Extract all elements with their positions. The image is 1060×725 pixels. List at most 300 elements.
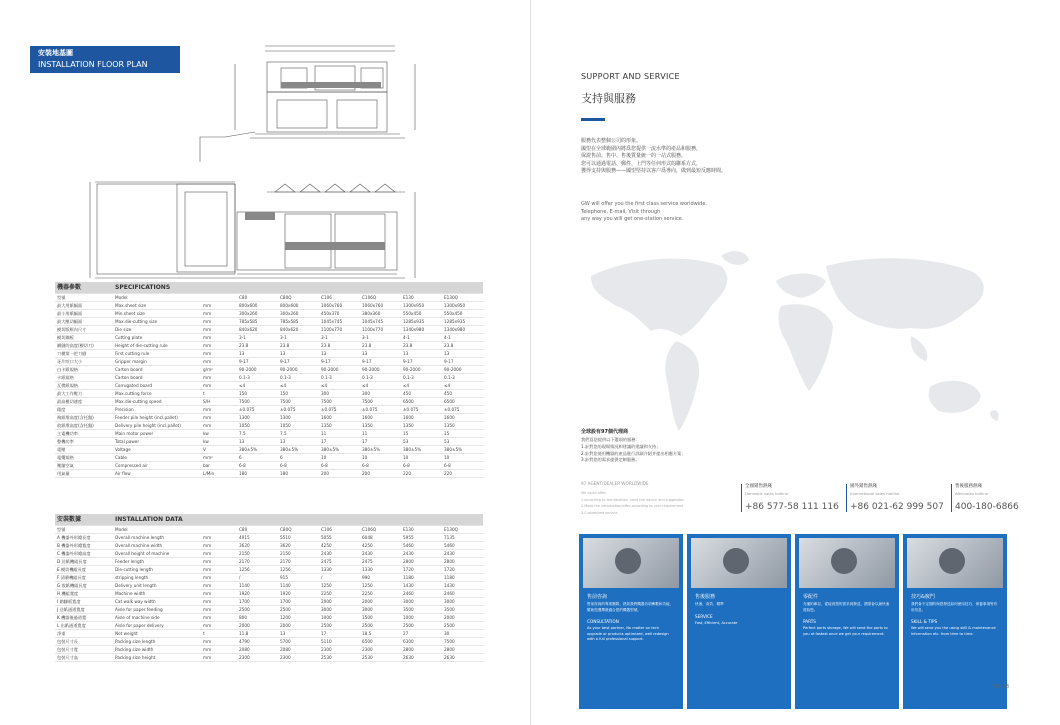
row-label-en: Cat walk way width [113,597,201,605]
row-value: 2080 [237,645,278,653]
row-label-en: Height of die-cutting rule [113,341,201,349]
support-paragraph-cn [581,138,841,176]
row-label-en: Packing size length [113,637,201,645]
row-value: 6-8 [401,461,442,469]
row-value: 2530 [360,653,401,661]
service-photo [691,538,787,588]
row-value: 1350 [319,421,360,429]
service-text-en: Fast, Efficient, Accurate [695,620,738,625]
row-label-cn: 電纜規格 [55,453,113,461]
row-label-cn: 電壓 [55,445,113,453]
service-card-parts [795,534,899,709]
service-title-en: SKILL & TIPS [911,619,938,625]
row-value: ±0.075 [360,405,401,413]
row-value: 2500 [319,621,360,629]
row-label-en: Min.sheet size [113,309,201,317]
service-title-cn: 技巧&竅門 [911,594,935,600]
row-unit: mm [201,541,237,549]
right-page [530,0,1060,725]
row-unit: kw [201,429,237,437]
row-unit: mm [201,413,237,421]
row-value: 2430 [442,549,483,557]
row-unit: mm [201,621,237,629]
spec-row [55,469,483,477]
row-value: 13 [360,349,401,357]
support-title-cn: 支持與服務 [581,92,636,105]
row-value: 90-2000 [360,365,401,373]
dealer-line-en: 2.Make the introduction/offer according to your requirement [581,504,684,508]
row-value: 3000 [401,597,442,605]
row-value: E130 [401,525,442,533]
row-value: / [319,573,360,581]
row-value: 11 [360,429,401,437]
row-value: E130 [401,293,442,301]
row-value: 11.8 [237,629,278,637]
row-value: 550x450 [401,309,442,317]
row-value: 2500 [278,605,319,613]
hotline-number[interactable]: +86 021-62 999 507 [850,502,944,512]
row-value: 1250 [319,581,360,589]
row-label-en: Overall machine length [113,533,201,541]
row-value: 13 [442,349,483,357]
row-value: 1720 [442,565,483,573]
row-label-en: Model [113,525,201,533]
row-value: 9-17 [401,357,442,365]
spec-row [55,445,483,453]
row-value: 90-2000 [319,365,360,373]
row-value: 13 [278,629,319,637]
row-value: 7500 [442,637,483,645]
row-value: 3-1 [237,333,278,341]
row-value: 13 [237,437,278,445]
service-title-cn: 售後服務 [695,594,716,600]
dealer-lines-en [581,490,721,516]
row-label-en: Aisle of machine side [113,613,201,621]
dealer-line: 2.針對您使用機器的產品進行詳細介紹并提出相應方案； [581,450,686,456]
row-unit [201,293,237,301]
install-row [55,533,483,541]
row-value: 13 [237,349,278,357]
row-label-cn: 用氣量 [55,469,113,477]
row-value: 3-1 [360,333,401,341]
row-label-cn: J 送紙通道寬度 [55,605,113,613]
row-value: 1300 [278,413,319,421]
row-unit [201,525,237,533]
row-value: 2430 [401,549,442,557]
row-value: 785x585 [278,317,319,325]
row-value: 450 [401,389,442,397]
row-value: 1430 [442,581,483,589]
row-value: 1700 [278,597,319,605]
row-value: 17 [319,629,360,637]
row-label-en: Main motor power [113,429,201,437]
spec-row [55,429,483,437]
row-value: 1285x935 [401,317,442,325]
row-value: 1045x745 [360,317,401,325]
row-label-en: Die size [113,325,201,333]
row-value: 380±5% [401,445,442,453]
row-value: 150 [278,389,319,397]
row-value: 4-1 [442,333,483,341]
row-value: 13 [278,349,319,357]
row-value: 220 [401,469,442,477]
support-paragraph-en [581,201,801,224]
row-unit: mm [201,549,237,557]
row-value: 300x260 [278,309,319,317]
row-value: 2800 [401,645,442,653]
row-value: 90-2000 [278,365,319,373]
row-value: 1100x770 [360,325,401,333]
row-unit: mm [201,317,237,325]
install-row [55,645,483,653]
row-value: 3620 [278,541,319,549]
row-value: 2430 [360,549,401,557]
specifications-table [55,282,483,478]
row-value: 1050 [278,421,319,429]
hotline-domestic [741,484,841,512]
support-title-en: SUPPORT AND SERVICE [581,72,680,81]
row-label-cn: 型號 [55,525,113,533]
hotline-aftersales [951,484,1051,512]
row-value: / [237,573,278,581]
row-value: 1180 [401,573,442,581]
row-value: ±0.075 [278,405,319,413]
row-value: 9-17 [237,357,278,365]
service-text-cn: 快速、高效、精準 [695,602,724,606]
row-value: 11 [319,429,360,437]
row-value: 6500 [360,637,401,645]
row-value: 5110 [319,637,360,645]
row-value: 3-1 [278,333,319,341]
dealer-lines-cn [581,437,741,464]
row-value: 220 [442,469,483,477]
row-label-cn: 鋼縫的高度(模切刀) [55,341,113,349]
row-unit: mm [201,421,237,429]
row-label-en: Delivery pile height (incl.pallet) [113,421,201,429]
row-value: 13 [319,349,360,357]
row-label-cn: 最小用紙幅面 [55,309,113,317]
row-unit: mm [201,605,237,613]
install-row [55,629,483,637]
row-label-cn: B 機器外形總寬度 [55,541,113,549]
row-value: 2500 [442,621,483,629]
row-value: ±0.075 [237,405,278,413]
row-label-en: Model [113,293,201,301]
row-value: 180 [278,469,319,477]
hotline-label-en: Aftersales hotline [955,491,989,496]
floor-plan-drawing [85,42,495,287]
floor-plan-title-en: INSTALLATION FLOOR PLAN [38,60,148,69]
row-value: 2170 [237,557,278,565]
service-title-cn: 零配件 [803,594,819,600]
row-value: 2460 [401,589,442,597]
row-value: 300x260 [237,309,278,317]
row-label-cn: 精度 [55,405,113,413]
service-text-en: We will send you the using skill & maintenance information etc. from time to time. [911,626,996,636]
service-title-en: CONSULTATION [587,619,619,625]
install-row [55,525,483,533]
row-value: 2000 [360,597,401,605]
row-value: 2300 [319,645,360,653]
row-value: 2500 [360,621,401,629]
row-value: 0.1-3 [360,373,401,381]
row-value: C106 [319,525,360,533]
row-label-cn: 包裝尺寸寬 [55,645,113,653]
row-value: 3000 [319,605,360,613]
row-unit: mm [201,325,237,333]
row-unit: L/Min [201,469,237,477]
row-value: ±0.075 [442,405,483,413]
row-value: 200 [360,469,401,477]
install-row [55,597,483,605]
row-label-cn: L 出紙通道寬度 [55,621,113,629]
row-value: 9-17 [360,357,401,365]
install-row [55,541,483,549]
row-value: C80Q [278,293,319,301]
row-label-en: Feeder length [113,557,201,565]
row-value: 2150 [278,549,319,557]
spec-row [55,381,483,389]
row-value: 15 [401,429,442,437]
row-value: 3000 [360,605,401,613]
row-value: 5510 [278,533,319,541]
service-text-cn: 充備的庫存，從接到您的需求到發送，國望會以最快速度給您。 [803,602,890,612]
cn-line: 國望在全球範圍內將爲您提供一流水準的產品和服務， [581,145,702,152]
row-value: 1350 [442,421,483,429]
service-title-en: SERVICE [695,613,713,619]
row-value: 18.5 [360,629,401,637]
row-value: 1340x980 [401,325,442,333]
row-value: 2430 [319,549,360,557]
row-value: ±0.075 [401,405,442,413]
spec-row [55,405,483,413]
spec-row [55,349,483,357]
row-value: 1250 [360,581,401,589]
row-value: 7500 [278,397,319,405]
row-value: 3500 [442,605,483,613]
row-value: 380±5% [278,445,319,453]
row-value: 990 [360,573,401,581]
row-label-cn: 白卡紙規格 [55,365,113,373]
row-value: 2475 [319,557,360,565]
hotline-number[interactable]: +86 577-58 111 116 [745,502,839,512]
row-value: 2000 [237,621,278,629]
row-value: 1045x745 [319,317,360,325]
hotline-label-en: Domestic sales hotline [745,491,789,496]
row-value: 2000 [319,597,360,605]
row-value: 13 [278,437,319,445]
row-value: 1920 [278,589,319,597]
install-row [55,573,483,581]
row-value: 1000 [401,613,442,621]
row-label-cn: E 模切機組長度 [55,565,113,573]
row-label-en: Aisle for paper delivery [113,621,201,629]
en-line: Telephone, E-mail, Visit through [581,208,661,215]
row-value: 15 [442,429,483,437]
spec-row [55,341,483,349]
accent-bar [581,118,605,121]
row-value: 5955 [401,533,442,541]
row-unit: mm [201,333,237,341]
row-label-cn: 最大用紙幅面 [55,301,113,309]
row-label-cn: H 機組寬度 [55,589,113,597]
row-value: 6 [278,453,319,461]
row-unit: mm [201,373,237,381]
row-label-en: Feeder pile height (incl.pallet) [113,413,201,421]
row-value: 800 [237,613,278,621]
row-value: ≤4 [442,381,483,389]
spec-row [55,317,483,325]
spec-row [55,373,483,381]
row-value: 0.1-3 [319,373,360,381]
install-row [55,549,483,557]
row-value: 1100x770 [319,325,360,333]
row-value: 6-8 [278,461,319,469]
row-value: 3620 [237,541,278,549]
row-value: 90-2000 [442,365,483,373]
hotline-label-cn: 國外銷售熱綫 [850,484,877,489]
service-card-service [687,534,791,709]
spec-row [55,397,483,405]
world-map [571,236,1031,461]
cn-line: 獲得支持與服務——國望堅持以客户爲導向，做到最短反應時間。 [581,168,727,175]
row-value: 2170 [278,557,319,565]
row-label-cn: 淨重 [55,629,113,637]
row-value: 6-8 [360,461,401,469]
row-unit: mm [201,381,237,389]
row-value: 1285x935 [442,317,483,325]
row-value: 2530 [319,653,360,661]
row-value: 3000 [442,597,483,605]
spec-row [55,389,483,397]
hotline-international [846,484,946,512]
row-value: 1256 [278,565,319,573]
row-label-cn: 飛紙堆高度(含托盤) [55,413,113,421]
service-title-en: PARTS [803,619,816,625]
row-value: E130Q [442,293,483,301]
install-row [55,613,483,621]
row-value: ≤4 [278,381,319,389]
row-value: 2500 [401,621,442,629]
row-value: 1060x760 [319,301,360,309]
spec-row [55,293,483,301]
row-value: 5055 [319,533,360,541]
row-value: 6048 [360,533,401,541]
dealer-line: 我們爲您提供以下選項的服務： [581,437,640,442]
row-value: 27 [401,629,442,637]
row-label-en: Max.die-cutting speed [113,397,201,405]
service-card-consultation [579,534,683,709]
spec-row [55,309,483,317]
row-value: 1200 [278,613,319,621]
row-value: 2000 [442,613,483,621]
service-text-en: As your best partner, No matter on tech upgrade or products optimized, well redesign with a full professional support. [587,626,669,642]
row-label-en: Overall height of machine [113,549,201,557]
row-value: 53 [401,437,442,445]
service-title-cn: 售前咨詢 [587,594,608,600]
row-value: 1700 [237,597,278,605]
row-value: 6-8 [237,461,278,469]
row-value: 1300x950 [442,301,483,309]
row-value: 2250 [319,589,360,597]
dealer-title-en: 97 AGENT/DEALER WORLDWIDE [581,481,649,486]
row-unit: mm [201,565,237,573]
row-value: 2800 [442,557,483,565]
specifications-header-cn: 機器參數 [55,282,113,293]
row-label-cn: I 踏腳板寬度 [55,597,113,605]
row-value: 23.8 [237,341,278,349]
row-unit: mm [201,349,237,357]
row-value: 2800 [401,557,442,565]
row-label-en: Total power [113,437,201,445]
install-row [55,581,483,589]
row-value: 9-17 [278,357,319,365]
installation-data-table [55,514,483,662]
dealer-line: 3.針對您的需求提供定制服務。 [581,457,640,463]
row-value: 1350 [401,421,442,429]
row-label-en: Corrugated board [113,381,201,389]
service-card-skill-tips [903,534,1007,709]
cn-line: 服務代表整個公司的形象。 [581,138,642,144]
row-value: 5460 [401,541,442,549]
spec-row [55,325,483,333]
row-unit: g/m² [201,365,237,373]
row-unit: mm [201,405,237,413]
row-label-en: Packing size height [113,653,201,661]
row-label-en: Max.cutting force [113,389,201,397]
row-value: 300 [319,389,360,397]
row-unit: mm [201,341,237,349]
row-value: 17 [319,437,360,445]
row-value: 3-1 [319,333,360,341]
row-value: 2250 [360,589,401,597]
spec-row [55,453,483,461]
row-label-en: Precision [113,405,201,413]
row-value: 180 [237,469,278,477]
row-label-cn: K 機器後過道寬 [55,613,113,621]
row-value: ≤4 [237,381,278,389]
row-value: 1720 [401,565,442,573]
row-value: 10 [360,453,401,461]
install-row [55,557,483,565]
cn-line: 保證售前、售中、售後質量統一的一站式服務。 [581,153,687,160]
row-label-en: Gripper margin [113,357,201,365]
row-label-cn: 包裝尺寸高 [55,653,113,661]
row-label-cn: 刀模第一把刀縫 [55,349,113,357]
row-value: 1600 [442,413,483,421]
row-value: 550x450 [442,309,483,317]
hotline-number[interactable]: 400-180-6866 [955,502,1019,512]
row-value: 1350 [360,421,401,429]
row-label-en: Max.sheet size [113,301,201,309]
row-value: 150 [237,389,278,397]
row-label-cn: 最大壓切幅面 [55,317,113,325]
row-unit: mm [201,581,237,589]
page-number: 17-18 [993,684,1009,690]
row-value: 7500 [319,397,360,405]
install-row [55,589,483,597]
row-value: C80 [237,293,278,301]
row-value: 7.5 [278,429,319,437]
row-label-en: Cutting plate [113,333,201,341]
row-label-cn: 模切版框內尺寸 [55,325,113,333]
row-value: 840x620 [237,325,278,333]
row-value: 53 [442,437,483,445]
row-value: 6-8 [319,461,360,469]
row-value: 380±5% [237,445,278,453]
spec-row [55,461,483,469]
row-value: 2630 [442,653,483,661]
